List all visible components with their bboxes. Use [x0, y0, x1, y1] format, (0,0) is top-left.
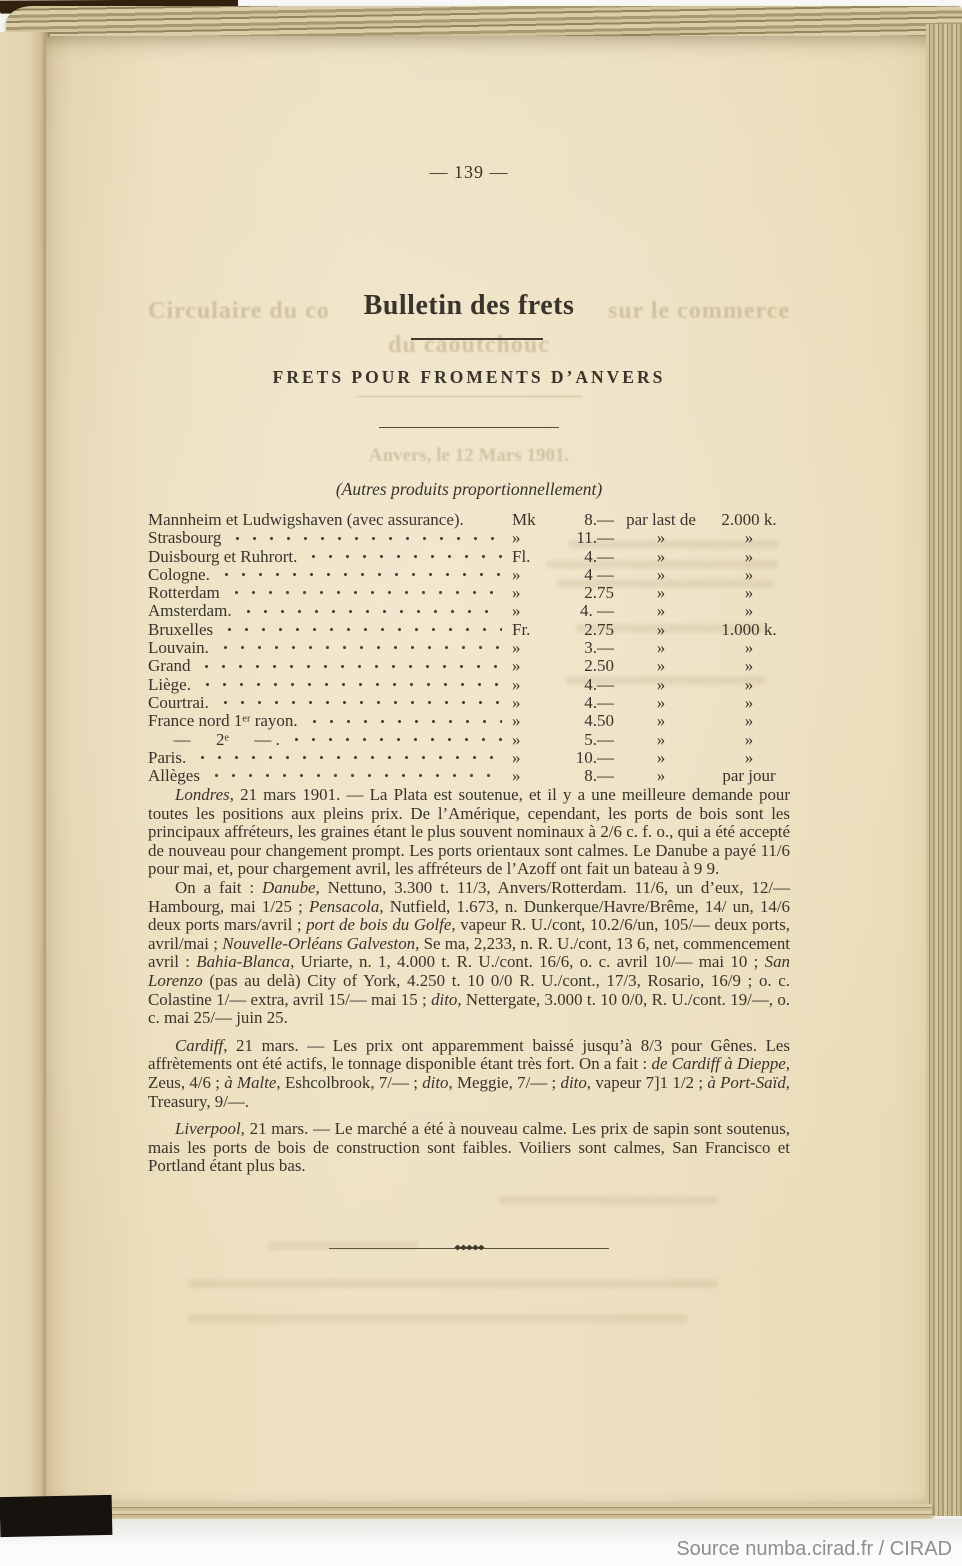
cell-unit: » — [656, 619, 666, 639]
body-text: Treasury, 9/—. — [148, 1091, 250, 1111]
table-row — [148, 675, 790, 693]
cell-rate: 2.50 — [584, 656, 614, 676]
cell-rate: 2.75 — [584, 619, 614, 639]
cell-unit: » — [656, 564, 666, 584]
cell-unit: » — [656, 729, 666, 749]
cell-currency: Fl. — [512, 546, 531, 566]
cell-currency: Fr. — [512, 619, 531, 639]
bleed-through-text: Circulaire du co — [148, 298, 330, 324]
table-row — [148, 510, 790, 528]
table-caption: (Autres produits proportionnellement) — [335, 479, 603, 499]
page-edges-fore-edge — [926, 24, 962, 1516]
book-cover-bottom — [0, 1495, 112, 1537]
table-row — [148, 638, 790, 656]
paragraph — [148, 1120, 790, 1176]
cell-quantity: » — [744, 747, 754, 767]
cell-place: Mannheim et Ludwigshaven (avec assurance). — [148, 510, 464, 529]
bleed-through-dateline: Anvers, le 12 Mars 1901. — [368, 445, 570, 466]
italic-text: dito — [560, 1072, 587, 1092]
table-row — [148, 620, 790, 638]
page-number: — 139 — — [429, 162, 509, 182]
cell-quantity: par jour — [722, 766, 776, 786]
bleed-through-text: du caoutchouc — [388, 332, 550, 358]
facing-page-gutter — [0, 32, 50, 1514]
body-text: , vapeur 7]1 1/2 ; — [586, 1072, 708, 1092]
dot-leaders — [221, 621, 502, 636]
body-text: , Uriarte, n. 1, 4.000 t. R. U./cont. 16/6, o. c. avril 10/— mai 10 ; — [290, 952, 765, 972]
cell-place: Cologne. — [148, 564, 210, 584]
cell-currency: » — [512, 692, 521, 712]
page-edges-bottom — [58, 1504, 932, 1519]
cell-unit: » — [656, 601, 666, 621]
body-text: Se ma, 2,233, n. R. U./cont, 13 6, net, commencement avril : — [148, 933, 790, 972]
cell-place: Courtrai. — [148, 692, 209, 712]
cell-place: Strasbourg — [148, 528, 222, 548]
cell-place: Grand — [148, 656, 191, 676]
cell-rate: 4.50 — [584, 711, 614, 731]
cell-currency: » — [512, 564, 521, 584]
italic-text: San Lorenzo — [148, 952, 790, 990]
table-row — [148, 730, 790, 748]
italic-text: dito — [431, 989, 458, 1009]
bleed-through-text: sur le commerce — [607, 298, 790, 324]
body-text: , Nutfield, 1.673, n. Dunkerque/Havre/Brême, 14/ un, 14/6 deux ports mars/avril ; — [148, 896, 790, 935]
cell-currency: » — [512, 583, 521, 603]
dot-leaders — [305, 548, 502, 563]
cell-quantity: » — [744, 546, 754, 566]
cell-place: Paris. — [148, 747, 187, 767]
dot-leaders — [217, 694, 502, 709]
cell-unit: » — [656, 692, 666, 712]
table-row — [148, 766, 790, 784]
cell-unit: par last de — [626, 510, 696, 529]
section-subtitle: FRETS POUR FROMENTS D’ANVERS — [272, 367, 666, 387]
cell-quantity: » — [744, 674, 754, 694]
bleed-through-smudge — [188, 1314, 688, 1323]
cell-rate: 11.— — [576, 528, 614, 548]
italic-text: à Malte — [224, 1072, 277, 1092]
cell-unit: » — [656, 656, 666, 676]
italic-text: de Cardiff à Dieppe — [651, 1054, 786, 1074]
cell-currency: » — [512, 638, 521, 658]
bleed-through-smudge — [498, 1196, 718, 1205]
cell-place: Allèges — [148, 766, 200, 786]
dot-leaders — [228, 584, 502, 599]
dot-leaders — [306, 713, 502, 728]
cell-quantity: » — [744, 638, 754, 658]
body-text: , Meggie, 7/— ; — [448, 1072, 561, 1092]
cell-place: France nord 1ᵉʳ rayon. — [148, 711, 298, 731]
page-title: Bulletin des frets — [363, 290, 575, 321]
cell-rate: 10.— — [575, 747, 614, 767]
table-row — [148, 528, 790, 546]
cell-currency: » — [512, 766, 521, 786]
dot-leaders — [194, 749, 502, 764]
dot-leaders — [208, 767, 502, 782]
book-page — [46, 36, 930, 1508]
italic-text: Bahia-Blanca — [196, 952, 291, 972]
cell-unit: » — [656, 583, 666, 603]
cell-unit: » — [656, 711, 666, 731]
dot-leaders — [229, 530, 502, 545]
cell-quantity: 1.000 k. — [721, 619, 777, 639]
cell-currency: » — [512, 656, 521, 676]
section-divider — [329, 1242, 609, 1254]
paragraph — [148, 879, 790, 1028]
italic-text: Londres — [175, 785, 230, 804]
cell-rate: 4.— — [584, 546, 614, 566]
cell-quantity: » — [744, 528, 754, 548]
cell-currency: » — [512, 601, 521, 621]
table-row — [148, 711, 790, 729]
italic-text: Liverpool, — [175, 1119, 245, 1139]
body-text: 21 mars. — Le marché a été à nouveau calme. Les prix de sapin sont soutenus, mais les ports de bois de construction sont faibles. Voiliers sont calmes, San Francisco et Portland étant plus bas. — [148, 1119, 790, 1176]
dot-leaders — [240, 603, 502, 618]
body-text: , Nettergate, 3.000 t. 10 0/0, R. U./cont. 19/—, o. c. mai 25/— juin 25. — [148, 989, 790, 1028]
rates-table — [148, 510, 790, 784]
table-row — [148, 693, 790, 711]
cell-place: Amsterdam. — [148, 601, 232, 621]
dot-leaders — [218, 566, 502, 581]
italic-text: à Port-Saïd, — [707, 1072, 790, 1092]
cell-currency: » — [512, 747, 521, 767]
dot-leaders — [199, 676, 502, 691]
cell-unit: » — [656, 747, 666, 767]
bleed-through-rule — [357, 396, 582, 397]
paragraph — [148, 1037, 790, 1111]
cell-currency: » — [512, 729, 521, 749]
cell-rate: 3.— — [584, 638, 614, 658]
body-text: , vapeur R. U./cont, 10.2/6/un, 105/— deux ports, avril/mai ; — [148, 915, 790, 953]
body-text: , 21 mars 1901. — La Plata est soutenue, et il y a une meilleure demande pour toutes les positions aux pleins prix. De l’Amérique, cependant, les ports de bois sont les principaux affréteurs, les graines étant le plus souvent nominaux à 2/6 c. f. o., qui a été accepté de nouveau pour changement prompt. Les ports orientaux sont calmes. Le Danube a payé 11/6 pour mai, et, pour chargement avril, les affréteurs de l’Azoff ont fait un bateau à 9 9. — [148, 785, 790, 879]
cell-quantity: » — [744, 656, 754, 676]
horizontal-rule — [379, 427, 559, 428]
italic-text: Cardiff — [175, 1035, 224, 1055]
cell-currency: » — [512, 528, 521, 548]
cell-quantity: » — [744, 711, 754, 731]
cell-unit: » — [656, 528, 666, 548]
italic-text: Nouvelle-Orléans Galveston, — [222, 933, 420, 953]
cell-place: Bruxelles — [148, 619, 214, 639]
cell-unit: » — [656, 638, 666, 658]
table-row — [148, 748, 790, 766]
dot-leaders — [472, 511, 502, 526]
table-row — [148, 601, 790, 619]
table-row — [148, 583, 790, 601]
source-attribution: Source numba.cirad.fr / CIRAD — [676, 1538, 952, 1560]
title-underline — [411, 338, 543, 340]
cell-rate: 4 — — [584, 564, 614, 584]
bleed-through-smudge — [188, 1279, 718, 1288]
cell-quantity: » — [744, 583, 754, 603]
body-text: , Zeus, 4/6 ; — [148, 1054, 791, 1092]
cell-currency: » — [512, 674, 521, 694]
paragraph — [148, 786, 790, 879]
body-text: (pas au delà) City of York, 4.250 t. 10 0/0 R. U./cont., 17/3, Rosario, 16/9 ; o. c. Colastine 1/— extra, avril 15/— mai 15 ; — [148, 970, 790, 1009]
divider-diamonds-ornament: ◆◆◆◆◆ — [454, 1242, 484, 1252]
dot-leaders — [217, 639, 502, 654]
cell-rate: 4.— — [584, 674, 614, 694]
dot-leaders — [288, 731, 502, 746]
cell-currency: » — [512, 711, 521, 731]
cell-quantity: 2.000 k. — [721, 510, 777, 529]
table-row — [148, 547, 790, 565]
cell-unit: » — [656, 674, 666, 694]
cell-rate: 2.75 — [584, 583, 614, 603]
cell-rate: 8.— — [584, 510, 614, 529]
body-text: , Nettuno, 3.300 t. 11/3, Anvers/Rotterdam. 11/6, un d’eux, 12/— Hambourg, mai 1/25 ; — [148, 877, 790, 916]
body-text: , 21 mars. — Les prix ont apparemment baissé jusqu’à 8/3 pour Gênes. Les affrètements ont été actifs, le tonnage disponible étant très fort. On a fait : — [148, 1035, 790, 1074]
cell-place: — 2ᵉ — . — [148, 729, 280, 749]
body-text: On a fait : — [175, 877, 263, 897]
italic-text: port de bois du Golfe — [306, 915, 452, 935]
cell-unit: » — [656, 766, 666, 786]
body-text: , Eshcolbrook, 7/— ; — [276, 1072, 423, 1092]
cell-unit: » — [656, 546, 666, 566]
cell-quantity: » — [744, 601, 754, 621]
cell-quantity: » — [744, 564, 754, 584]
cell-quantity: » — [744, 692, 754, 712]
cell-place: Liège. — [148, 674, 191, 694]
cell-quantity: » — [744, 729, 754, 749]
page-content — [148, 36, 790, 1508]
cell-place: Duisbourg et Ruhrort. — [148, 546, 298, 566]
cell-place: Rotterdam — [148, 583, 220, 603]
cell-place: Louvain. — [148, 638, 209, 658]
cell-rate: 4. — — [580, 601, 614, 621]
italic-text: dito — [422, 1072, 449, 1092]
table-row — [148, 656, 790, 674]
table-row — [148, 565, 790, 583]
cell-currency: Mk — [512, 510, 536, 529]
cell-rate: 5.— — [584, 729, 614, 749]
italic-text: Pensacola — [308, 896, 380, 916]
paragraphs-block — [148, 786, 790, 1176]
italic-text: Danube — [262, 877, 316, 897]
cell-rate: 4.— — [584, 692, 614, 712]
cell-rate: 8.— — [584, 766, 614, 786]
dot-leaders — [198, 658, 502, 673]
